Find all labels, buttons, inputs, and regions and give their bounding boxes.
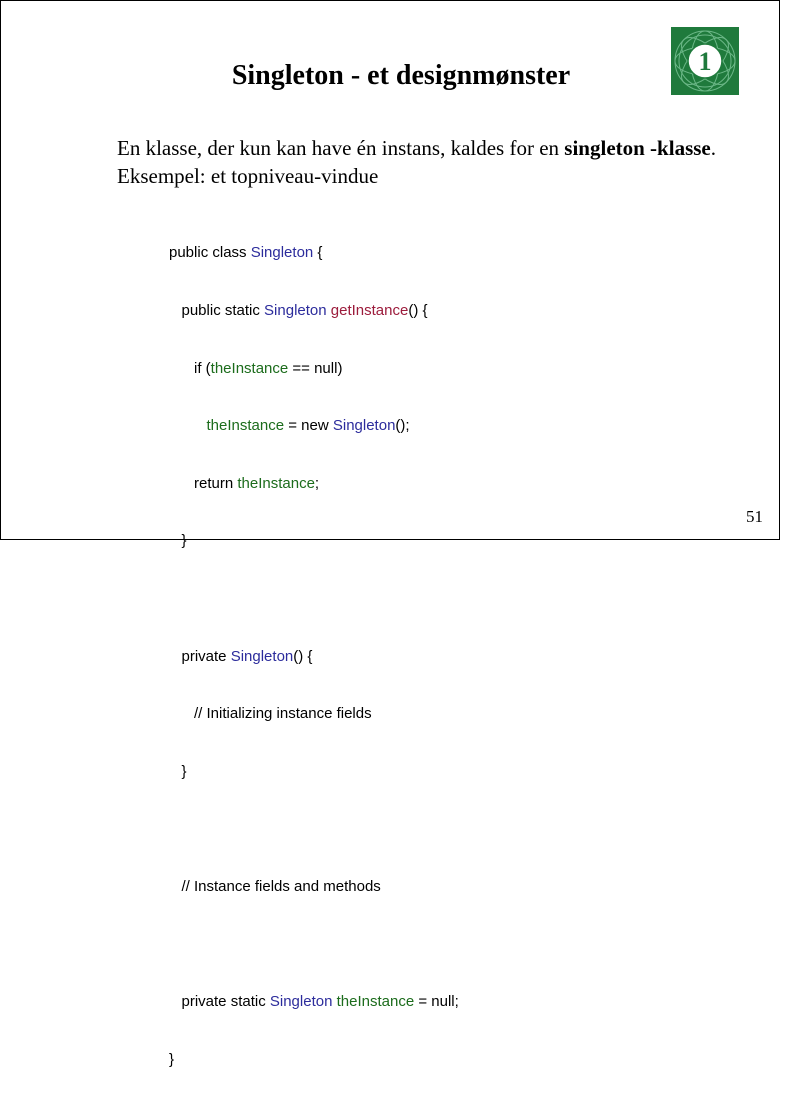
code-line: return theInstance;: [169, 474, 320, 492]
number-one-seal-icon: [671, 27, 739, 95]
code-line: // Initializing instance fields: [169, 705, 372, 723]
code-line: }: [169, 762, 187, 780]
page-number: 51: [746, 507, 763, 526]
intro-text: En klasse, der kun kan have én instans, kaldes for en: [117, 136, 565, 160]
intro-bold-term: singleton -klasse: [564, 136, 711, 160]
code-line: }: [169, 1050, 175, 1068]
code-line: // Instance fields and methods: [169, 877, 381, 895]
code-line-blank: [169, 819, 459, 838]
code-line: if (theInstance == null): [169, 359, 343, 377]
code-line-blank: [169, 589, 459, 608]
code-line: public class Singleton {: [169, 244, 323, 262]
code-line: private static Singleton theInstance = null;: [169, 993, 459, 1011]
code-block: [169, 205, 459, 1107]
code-line: }: [169, 532, 187, 550]
intro-paragraph: [117, 134, 757, 190]
code-line: public static Singleton getInstance() {: [169, 302, 428, 319]
code-line: private Singleton() {: [169, 647, 313, 665]
svg-text:1: 1: [698, 47, 712, 76]
code-line-blank: [169, 935, 459, 954]
intro-text-end: . Eksempel: et topniveau-vindue: [117, 136, 716, 188]
code-line: theInstance = new Singleton();: [206, 417, 410, 435]
slide-title: Singleton - et designmønster: [231, 60, 571, 91]
